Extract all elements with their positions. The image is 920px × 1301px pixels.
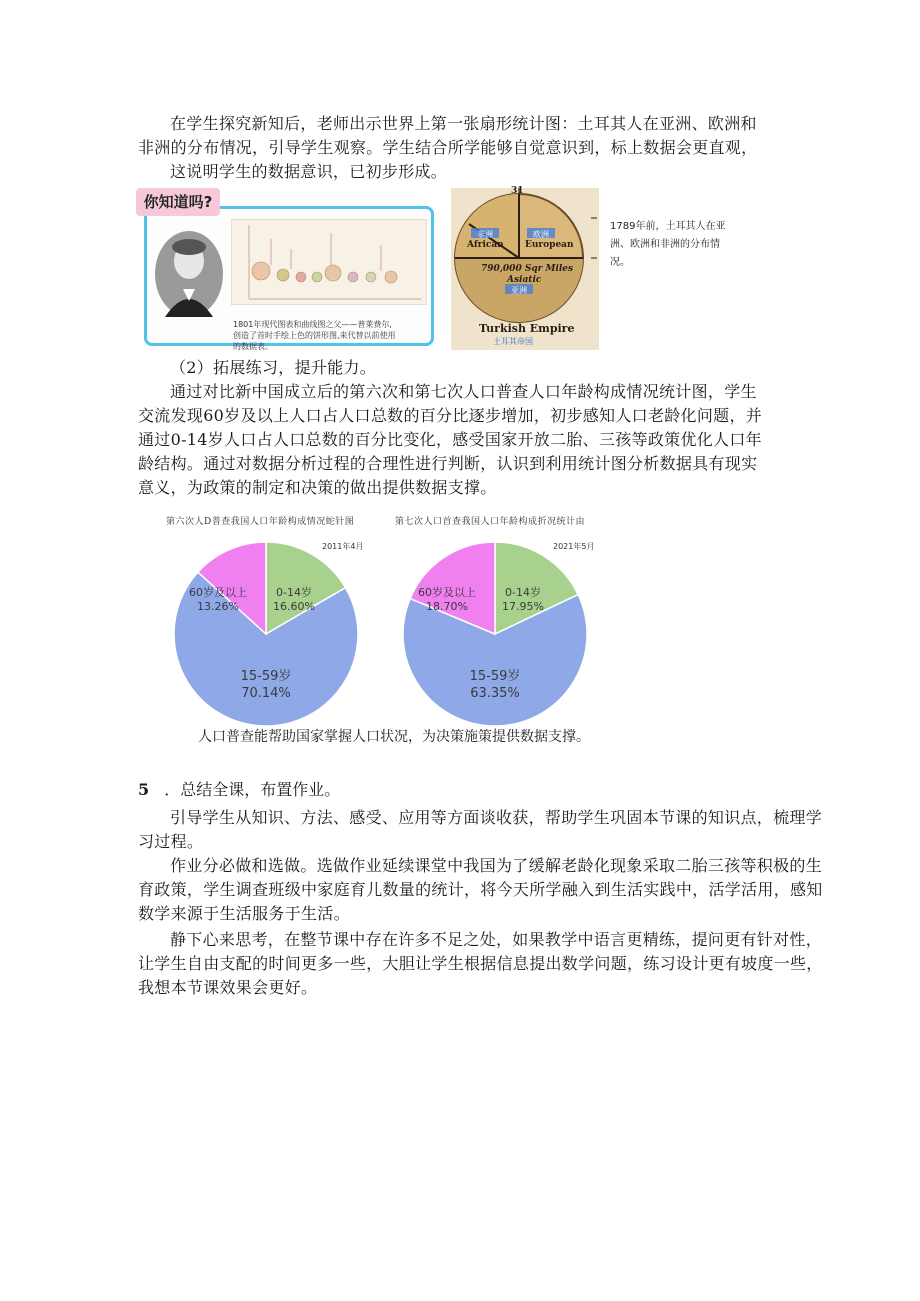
- text-line: 通过对比新中国成立后的第六次和第七次人口普查人口年龄构成情况统计图，学生: [170, 382, 757, 401]
- chart-date: 2011年4月: [322, 542, 364, 551]
- text-line: 作业分必做和选做。选做作业延续课堂中我国为了缓解老龄化现象采取二胎三孩等积极的生: [170, 856, 823, 875]
- reflection-paragraph: [138, 928, 823, 1000]
- text-line: 龄结构。通过对数据分析过程的合理性进行判断，认识到利用统计图分析数据具有现实: [138, 454, 758, 473]
- section-title: ．总结全课，布置作业。: [164, 780, 341, 799]
- africa-cn-label: 非洲: [477, 230, 493, 239]
- caption-line: 的数据表。: [233, 342, 273, 351]
- intro-paragraph: [138, 112, 788, 184]
- text-line: 通过0-14岁人口占人口总数的百分比变化，感受国家开放二胎、三孩等政策优化人口年: [138, 430, 762, 449]
- slice-category-label: 60岁及以上: [189, 586, 247, 599]
- text-line: 数学来源于生活服务于生活。: [138, 904, 350, 923]
- slice-category-label: 60岁及以上: [418, 586, 476, 599]
- summary-paragraph: [138, 806, 823, 854]
- slice-category-label: 15-59岁: [469, 669, 521, 684]
- did-you-know-figure: [136, 188, 440, 352]
- subheading: [170, 356, 820, 380]
- subheading-text: （2）拓展练习，提升能力。: [170, 358, 377, 377]
- text-line: 在学生探究新知后，老师出示世界上第一张扇形统计图：土耳其人在亚洲、欧洲和: [170, 114, 757, 133]
- text-line: 静下心来思考，在整节课中存在许多不足之处，如果教学中语言更精练，提问更有针对性，: [170, 930, 823, 949]
- did-you-know-tag: 你知道吗?: [136, 188, 220, 216]
- slice-category-label: 15-59岁: [240, 669, 292, 684]
- text-line: 意义，为政策的制定和决策的做出提供数据支撑。: [138, 478, 497, 497]
- portrait-image: [153, 229, 225, 319]
- caption-line: 创造了首时手绘上色的饼形图,来代替以前使用: [233, 331, 396, 340]
- empire-cn-label: 土耳其帝国: [493, 337, 533, 346]
- turkish-empire-pie-figure: [451, 188, 599, 350]
- top-number: 31: [511, 186, 524, 196]
- text-line: 我想本节课效果会更好。: [138, 978, 318, 997]
- text-line: 这说明学生的数据意识，已初步形成。: [170, 162, 448, 181]
- slice-category-label: 0-14岁: [505, 586, 541, 599]
- caption-line: 1801年现代图表和曲线图之父——普莱费尔,: [233, 320, 392, 329]
- homework-paragraph: [138, 854, 823, 926]
- section-number: 5: [138, 780, 150, 799]
- figure-caption: [233, 319, 433, 352]
- sixth-census-pie-chart: [166, 514, 376, 714]
- seventh-census-pie-chart: [395, 514, 605, 714]
- slice-value-label: 70.14%: [241, 686, 291, 701]
- empire-en-label: Turkish Empire: [479, 322, 575, 335]
- text-line: 非洲的分布情况，引导学生观察。学生结合所学能够自觉意识到，标上数据会更直观，: [138, 138, 758, 157]
- text-line: 习过程。: [138, 832, 204, 851]
- slice-category-label: 0-14岁: [276, 586, 312, 599]
- figure-frame: [144, 206, 434, 351]
- pie-svg: [166, 550, 376, 720]
- text-line: 引导学生从知识、方法、感受、应用等方面谈收获，帮助学生巩固本节课的知识点，梳理学: [170, 808, 823, 827]
- chart-date: 2021年5月: [553, 542, 595, 551]
- slice-value-label: 16.60%: [273, 600, 315, 613]
- chart-title: 第六次人D普查我国人口年龄构成情况蛇针图: [166, 517, 355, 527]
- historic-pie-chart-image: [231, 219, 427, 305]
- slice-value-label: 17.95%: [502, 600, 544, 613]
- asia-area-label: 790,000 Sqr Miles: [481, 264, 574, 274]
- text-line: 交流发现60岁及以上人口占人口总数的百分比逐步增加，初步感知人口老龄化问题，并: [138, 406, 763, 425]
- slice-value-label: 63.35%: [470, 686, 520, 701]
- slice-value-label: 13.26%: [197, 600, 239, 613]
- slice-value-label: 18.70%: [426, 600, 468, 613]
- section-heading: [138, 779, 340, 801]
- asia-en-label: Asiatic: [507, 275, 542, 285]
- text-line: 育政策，学生调查班级中家庭育儿数量的统计，将今天所学融入到生活实践中，活学活用，感知: [138, 880, 823, 899]
- europe-cn-label: 欧洲: [533, 230, 549, 239]
- charts-caption: 人口普查能帮助国家掌握人口状况，为决策施策提供数据支撑。: [198, 729, 590, 745]
- note-text: 1789年前，土耳其人在亚洲、欧洲和非洲的分布情况。: [610, 221, 726, 268]
- turkish-pie-note: [600, 190, 734, 350]
- comparison-paragraph: [138, 380, 788, 500]
- text-line: 让学生自由支配的时间更多一些，大胆让学生根据信息提出数学问题，练习设计更有坡度一些，: [138, 954, 823, 973]
- pie-svg: [395, 550, 605, 720]
- africa-en-label: African: [467, 240, 504, 250]
- asia-cn-label: 亚洲: [511, 286, 527, 295]
- europe-en-label: European: [525, 240, 574, 250]
- chart-title: 第七次人口首查我国人口年龄构成折况统计由: [395, 517, 586, 527]
